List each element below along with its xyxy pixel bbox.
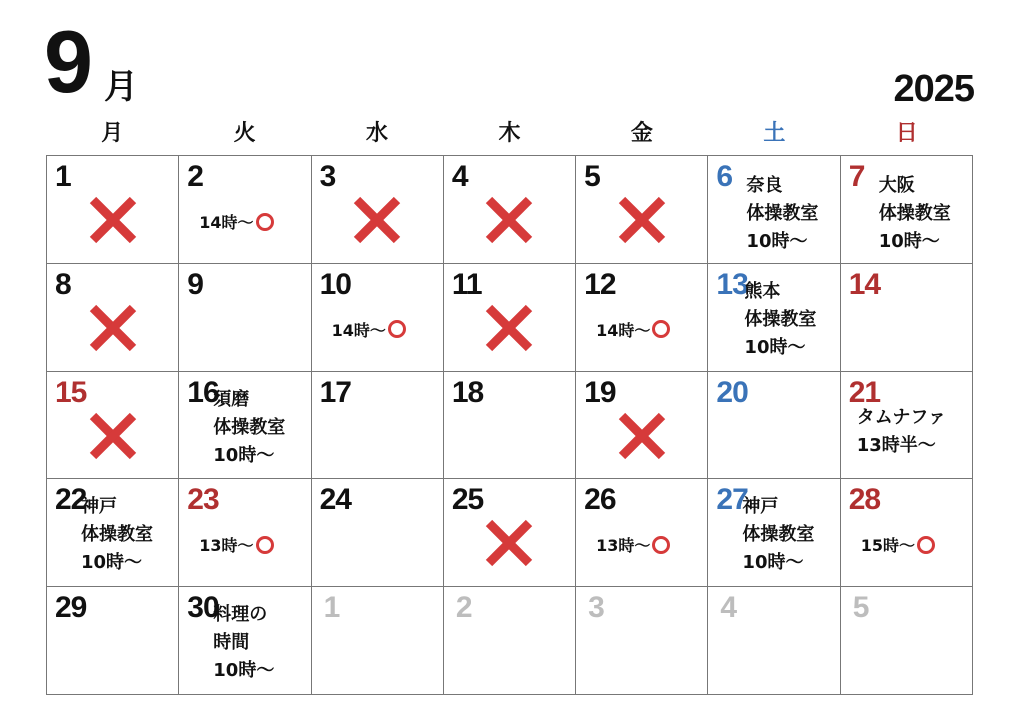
event-note-line: 時間 <box>213 632 250 654</box>
weekday-mon: 月 <box>101 121 124 146</box>
day-number: 26 <box>584 483 616 517</box>
event-note <box>742 493 814 577</box>
day-cell <box>312 264 444 372</box>
available-time <box>199 210 273 233</box>
month-label: 月 <box>104 67 138 107</box>
event-note <box>213 386 285 470</box>
day-number: 3 <box>319 160 336 193</box>
day-cell <box>444 479 576 587</box>
month-number: 9 <box>44 12 91 111</box>
event-note <box>213 601 274 685</box>
available-circle-icon <box>256 536 274 554</box>
day-number: 1 <box>55 160 71 193</box>
day-cell <box>576 479 708 587</box>
weekday-sat: 土 <box>763 121 786 146</box>
event-note-line: 料理の <box>213 604 268 626</box>
event-note-line: 10時〜 <box>744 336 806 358</box>
day-number: 14 <box>848 267 881 301</box>
event-note-line: 10時〜 <box>878 231 940 252</box>
unavailable-cross-icon <box>87 302 139 354</box>
event-note <box>857 404 946 460</box>
event-note-line: 大阪 <box>878 175 915 196</box>
day-cell <box>179 479 311 587</box>
weekday-tue: 火 <box>233 121 256 146</box>
day-number: 1 <box>323 591 340 625</box>
day-number: 16 <box>187 375 219 409</box>
day-cell <box>47 587 179 695</box>
day-cell <box>179 156 311 264</box>
available-time <box>596 533 670 556</box>
day-number: 10 <box>319 267 351 301</box>
event-note-line: 10時〜 <box>742 552 804 574</box>
day-cell <box>708 264 840 372</box>
day-cell <box>576 264 708 372</box>
day-number: 5 <box>584 160 600 193</box>
event-note-line: 10時〜 <box>213 660 275 682</box>
event-note-line: 10時〜 <box>746 231 808 252</box>
day-number: 29 <box>55 591 87 625</box>
event-note-line: 須磨 <box>213 388 250 410</box>
day-number: 15 <box>55 375 87 409</box>
day-cell <box>179 372 311 480</box>
day-number: 12 <box>584 267 616 301</box>
day-cell <box>47 264 179 372</box>
unavailable-cross-icon <box>616 194 668 246</box>
day-cell <box>841 587 973 695</box>
day-cell <box>576 587 708 695</box>
day-number: 9 <box>187 267 203 301</box>
event-note-line: 体操教室 <box>746 203 819 224</box>
available-time-label: 15時〜 <box>860 536 915 556</box>
day-cell <box>841 264 973 372</box>
day-number: 4 <box>720 591 737 625</box>
available-time-label: 14時〜 <box>199 213 254 232</box>
day-cell <box>708 479 840 587</box>
event-note-line: 熊本 <box>744 280 781 302</box>
day-number: 21 <box>848 375 881 409</box>
day-number: 24 <box>319 483 351 517</box>
available-circle-icon <box>652 320 670 338</box>
calendar-grid <box>46 155 973 695</box>
available-time <box>199 533 273 556</box>
year-label: 2025 <box>893 68 974 110</box>
day-cell <box>708 372 840 480</box>
day-cell <box>576 156 708 264</box>
event-note-line: 神戸 <box>742 496 779 518</box>
event-note-line: 体操教室 <box>744 308 817 330</box>
day-cell <box>576 372 708 480</box>
available-circle-icon <box>917 536 935 554</box>
day-number: 28 <box>848 483 881 517</box>
event-note-line: タムナファ <box>856 406 946 428</box>
available-time-label: 13時〜 <box>596 536 651 556</box>
day-number: 11 <box>451 267 482 301</box>
day-cell <box>312 479 444 587</box>
available-circle-icon <box>256 213 274 231</box>
unavailable-cross-icon <box>87 194 139 246</box>
weekday-wed: 水 <box>366 121 389 146</box>
event-note-line: 体操教室 <box>878 203 951 224</box>
day-number: 23 <box>187 483 219 517</box>
day-cell <box>47 156 179 264</box>
weekday-thu: 木 <box>498 121 521 146</box>
day-number: 8 <box>55 267 71 301</box>
day-cell <box>841 479 973 587</box>
unavailable-cross-icon <box>351 194 403 246</box>
unavailable-cross-icon <box>87 410 139 462</box>
day-cell <box>444 156 576 264</box>
day-cell <box>312 156 444 264</box>
available-time-label: 13時〜 <box>199 536 254 556</box>
unavailable-cross-icon <box>483 194 535 246</box>
day-number: 7 <box>848 160 865 193</box>
day-number: 22 <box>55 483 87 517</box>
day-cell <box>444 264 576 372</box>
available-time-label: 14時〜 <box>331 320 386 340</box>
event-note-line: 体操教室 <box>742 524 815 546</box>
weekday-sun: 日 <box>895 121 918 146</box>
weekday-header-row <box>46 116 973 152</box>
unavailable-cross-icon <box>483 517 535 569</box>
day-number: 18 <box>451 375 484 409</box>
available-time <box>861 533 935 556</box>
day-number: 5 <box>852 591 869 625</box>
day-cell <box>312 587 444 695</box>
event-note-line: 10時〜 <box>213 444 275 466</box>
unavailable-cross-icon <box>483 302 535 354</box>
day-cell <box>47 479 179 587</box>
event-note-line: 13時半〜 <box>856 434 936 456</box>
day-cell <box>179 587 311 695</box>
day-number: 17 <box>319 375 351 409</box>
day-cell <box>47 372 179 480</box>
day-cell <box>708 156 840 264</box>
day-cell <box>312 372 444 480</box>
available-time <box>596 318 670 341</box>
day-number: 30 <box>187 591 219 625</box>
event-note <box>81 493 153 577</box>
day-cell <box>841 372 973 480</box>
day-cell <box>841 156 973 264</box>
event-note-line: 奈良 <box>746 175 783 196</box>
available-circle-icon <box>652 536 670 554</box>
day-number: 25 <box>451 483 484 517</box>
day-number: 19 <box>584 375 616 409</box>
event-note-line: 体操教室 <box>81 524 153 546</box>
event-note <box>746 172 818 256</box>
event-note-line: 10時〜 <box>81 552 143 574</box>
available-time-label: 14時〜 <box>596 320 651 340</box>
day-number: 2 <box>187 160 203 193</box>
day-number: 6 <box>716 160 733 193</box>
day-number: 3 <box>588 591 604 625</box>
day-number: 20 <box>716 375 748 409</box>
event-note <box>879 172 951 256</box>
day-number: 4 <box>451 160 468 193</box>
day-cell <box>179 264 311 372</box>
day-cell <box>444 587 576 695</box>
event-note-line: 体操教室 <box>213 416 286 438</box>
available-time <box>332 318 406 341</box>
day-number: 13 <box>716 267 748 301</box>
unavailable-cross-icon <box>616 410 668 462</box>
day-cell <box>444 372 576 480</box>
day-cell <box>708 587 840 695</box>
day-number: 2 <box>455 591 472 625</box>
day-number: 27 <box>716 483 748 517</box>
event-note-line: 神戸 <box>81 496 117 518</box>
event-note <box>744 278 816 362</box>
weekday-fri: 金 <box>630 121 653 146</box>
available-circle-icon <box>388 320 406 338</box>
